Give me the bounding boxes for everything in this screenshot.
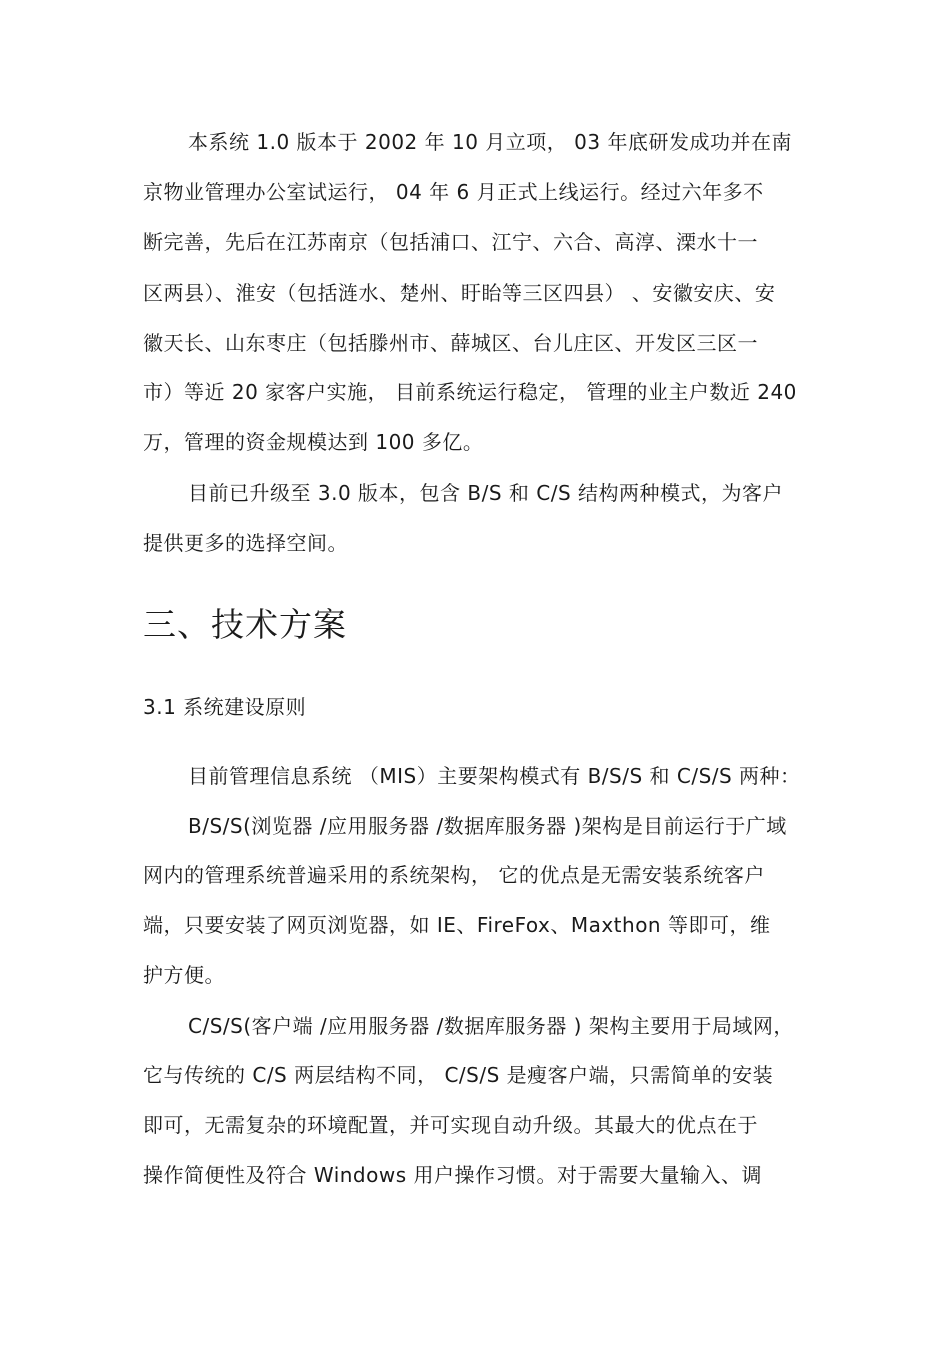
paragraph-1-line-5: 徽天长、山东枣庄（包括滕州市、薛城区、台儿庄区、开发区三区一 [143, 331, 758, 355]
paragraph-4-line-4: 护方便。 [143, 963, 225, 987]
paragraph-4-line-3: 端，只要安装了网页浏览器，如 IE、FireFox、Maxthon 等即可，维 [143, 913, 771, 937]
subsection-title: 3.1 系统建设原则 [143, 695, 307, 719]
paragraph-2-line-1: 目前已升级至 3.0 版本，包含 B/S 和 C/S 结构两种模式，为客户 [188, 481, 784, 505]
paragraph-5-line-2: 它与传统的 C/S 两层结构不同， C/S/S 是瘦客户端，只需简单的安装 [143, 1063, 774, 1087]
paragraph-5-line-4: 操作简便性及符合 Windows 用户操作习惯。对于需要大量输入、调 [143, 1163, 762, 1187]
paragraph-1-line-4: 区两县）、淮安（包括涟水、楚州、盱眙等三区四县） 、安徽安庆、安 [143, 281, 776, 305]
paragraph-1-line-7: 万，管理的资金规模达到 100 多亿。 [143, 430, 484, 454]
paragraph-1-line-2: 京物业管理办公室试运行， 04 年 6 月正式上线运行。经过六年多不 [143, 180, 764, 204]
paragraph-1-line-1: 本系统 1.0 版本于 2002 年 10 月立项， 03 年底研发成功并在南 [188, 130, 792, 154]
paragraph-2-line-2: 提供更多的选择空间。 [143, 531, 348, 555]
paragraph-4-line-1: B/S/S(浏览器 /应用服务器 /数据库服务器 )架构是目前运行于广域 [188, 814, 787, 838]
paragraph-4-line-2: 网内的管理系统普遍采用的系统架构， 它的优点是无需安装系统客户 [143, 863, 765, 887]
paragraph-5-line-1: C/S/S(客户端 /应用服务器 /数据库服务器 ) 架构主要用于局域网， [188, 1014, 794, 1038]
paragraph-5-line-3: 即可，无需复杂的环境配置，并可实现自动升级。其最大的优点在于 [143, 1113, 758, 1137]
section-title: 三、技术方案 [143, 605, 347, 644]
paragraph-1-line-6: 市）等近 20 家客户实施， 目前系统运行稳定， 管理的业主户数近 240 [143, 380, 797, 404]
paragraph-3-line-1: 目前管理信息系统 （MIS）主要架构模式有 B/S/S 和 C/S/S 两种： [188, 764, 801, 788]
paragraph-1-line-3: 断完善，先后在江苏南京（包括浦口、江宁、六合、高淳、溧水十一 [143, 230, 758, 254]
